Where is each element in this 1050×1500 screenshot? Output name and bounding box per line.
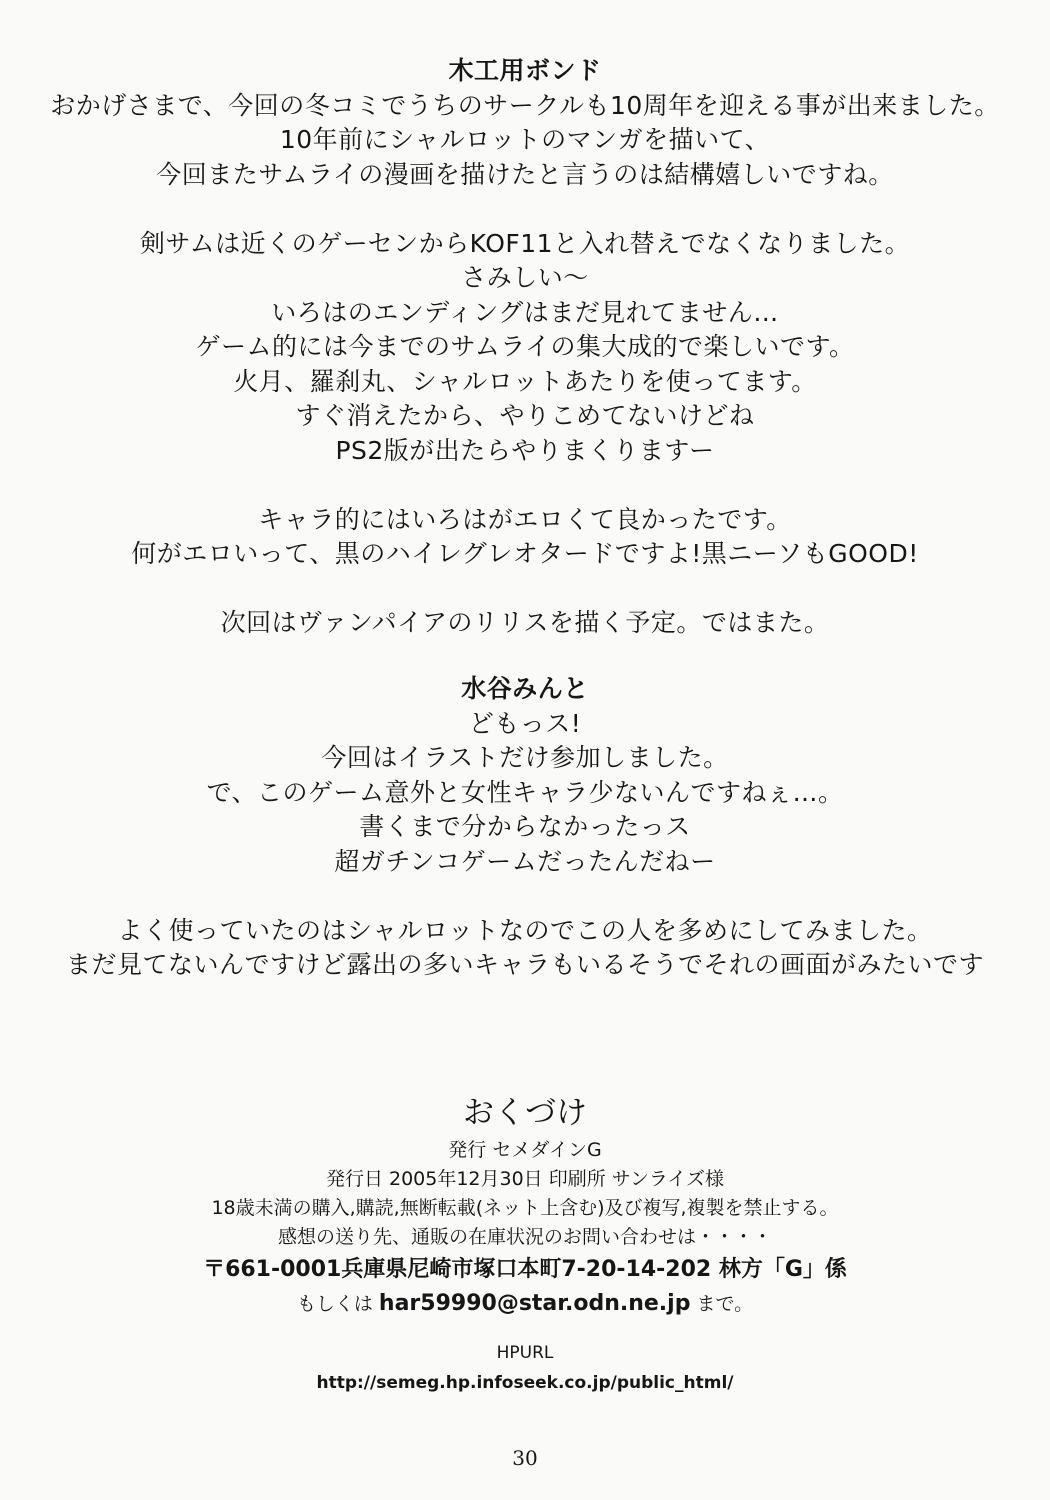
- postal-address: 〒661-0001兵庫県尼崎市塚口本町7-20-14-202 林方「G」係: [203, 1257, 847, 1282]
- text-line: キャラ的にはいろはがエロくて良かったです。: [258, 504, 792, 534]
- hp-label: HPURL: [496, 1343, 554, 1363]
- email-suffix: まで。: [696, 1293, 754, 1315]
- email-prefix: もしくは: [296, 1293, 373, 1315]
- text-line: 今回はイラストだけ参加しました。: [321, 743, 729, 772]
- text-line: どもっス!: [468, 708, 582, 738]
- email-address: har59990@star.odn.ne.jp: [378, 1291, 691, 1316]
- section-author: 水谷みんと: [461, 674, 589, 703]
- text-line: 10年前にシャルロットのマンガを描いて、: [279, 125, 771, 154]
- text-line: [0, 468, 1050, 503]
- text-line: 何がエロいって、黒のハイレグレオタードですよ!黒ニーソもGOOD!: [131, 539, 919, 568]
- afterword-section-1: [0, 54, 1050, 641]
- colophon: [0, 1090, 1050, 1398]
- text-line: [0, 192, 1050, 227]
- hp-url: http://semeg.hp.infoseek.co.jp/public_html/: [316, 1373, 734, 1393]
- section-author: 木工用ボンド: [448, 56, 602, 85]
- email-line: [0, 1288, 1050, 1320]
- text-line: よく使っていたのはシャルロットなのでこの人を多めにしてみました。: [117, 915, 933, 945]
- colophon-title: おくづけ: [463, 1095, 587, 1131]
- text-line: すぐ消えたから、やりこめてないけどね: [295, 401, 755, 430]
- text-line: 火月、羅刹丸、シャルロットあたりを使ってます。: [233, 366, 817, 396]
- text-line: で、このゲーム意外と女性キャラ少ないんですねぇ…。: [206, 777, 844, 807]
- page-number: 30: [512, 1446, 538, 1470]
- text-line: おかげさまで、今回の冬コミでうちのサークルも10周年を迎える事が出来ました。: [50, 90, 1000, 120]
- inquiry-line: 感想の送り先、通販の在庫状況のお問い合わせは・・・・: [277, 1226, 772, 1248]
- text-line: [0, 879, 1050, 914]
- text-line: まだ見てないんですけど露出の多いキャラもいるそうでそれの画面がみたいです: [65, 950, 984, 979]
- text-line: いろはのエンディングはまだ見れてません…: [271, 297, 779, 327]
- date-printer-line: 発行日 2005年12月30日 印刷所 サンライズ様: [325, 1168, 725, 1190]
- text-line: さみしい～: [461, 263, 589, 292]
- publisher-line: 発行 セメダインG: [448, 1139, 602, 1161]
- text-line: 超ガチンコゲームだったんだねー: [334, 846, 716, 876]
- text-line: PS2版が出たらやりまくりますー: [335, 435, 715, 465]
- text-line: 次回はヴァンパイアのリリスを描く予定。ではまた。: [220, 608, 830, 637]
- afterword-section-2: [0, 672, 1050, 983]
- text-line: 剣サムは近くのゲーセンからKOF11と入れ替えでなくなりました。: [139, 228, 911, 258]
- text-line: [0, 572, 1050, 607]
- text-line: ゲーム的には今までのサムライの集大成的で楽しいです。: [195, 332, 855, 361]
- notice-line: 18歳未満の購入,購読,無断転載(ネット上含む)及び複写,複製を禁止する。: [211, 1197, 839, 1219]
- text-line: 今回またサムライの漫画を描けたと言うのは結構嬉しいですね。: [156, 159, 894, 189]
- text-line: 書くまで分からなかったっス: [359, 812, 691, 841]
